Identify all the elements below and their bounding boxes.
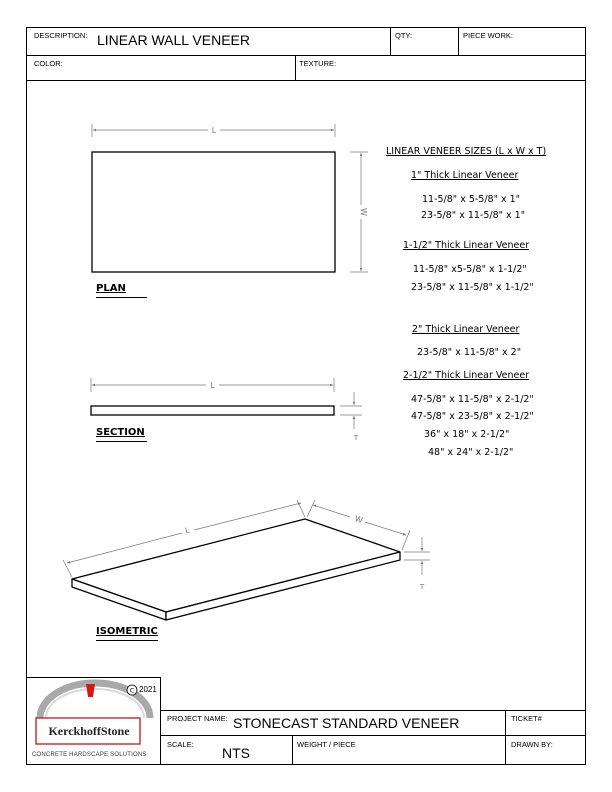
description-label: DESCRIPTION: [34, 31, 88, 40]
plan-l-label: L [211, 126, 217, 135]
group-4-heading: 2-1/2" Thick Linear Veneer [403, 370, 530, 381]
copyright-symbol-glyph: C [129, 686, 135, 695]
group-2-heading: 1-1/2" Thick Linear Veneer [403, 240, 530, 251]
color-label: COLOR: [34, 59, 63, 68]
plan-w-label: W [359, 208, 368, 216]
drawn-by-label: DRAWN BY: [511, 740, 553, 749]
description-value: LINEAR WALL VENEER [97, 32, 251, 48]
iso-l-label: L [184, 525, 191, 536]
group-3-item-1: 23-5/8" x 11-5/8" x 2" [417, 347, 522, 358]
weight-label: WEIGHT / PIECE [297, 740, 356, 749]
group-1-item-1: 11-5/8" x 5-5/8" x 1" [422, 194, 521, 205]
scale-value: NTS [222, 745, 250, 761]
texture-label: TEXTURE: [299, 59, 337, 68]
group-4-item-4: 48" x 24" x 2-1/2" [428, 447, 514, 458]
plan-label: PLAN [96, 283, 126, 294]
copyright-year: 2021 [139, 685, 157, 694]
group-2-item-1: 11-5/8" x5-5/8" x 1-1/2" [413, 264, 527, 275]
group-1-item-2: 23-5/8" x 11-5/8" x 1" [421, 210, 526, 221]
sizes-title: LINEAR VENEER SIZES (L x W x T) [386, 146, 547, 157]
group-4-item-2: 47-5/8" x 23-5/8" x 2-1/2" [411, 411, 534, 422]
logo-tagline: CONCRETE HARDSCAPE SOLUTIONS [32, 752, 147, 758]
section-l-label: L [210, 381, 215, 390]
qty-label: QTY: [395, 31, 413, 40]
group-2-item-2: 23-5/8" x 11-5/8" x 1-1/2" [411, 282, 534, 293]
piece-work-label: PIECE WORK: [463, 31, 514, 40]
section-t-label: T [353, 434, 359, 442]
logo-keystone [86, 684, 95, 697]
logo-brand-name: KerckhoffStone [48, 724, 130, 738]
group-1-heading: 1" Thick Linear Veneer [411, 170, 519, 181]
group-4-item-1: 47-5/8" x 11-5/8" x 2-1/2" [411, 394, 534, 405]
project-name-label: PROJECT NAME: [167, 714, 228, 723]
scale-label: SCALE: [167, 740, 194, 749]
ticket-label: TICKET# [511, 714, 542, 723]
iso-w-label: W [353, 514, 364, 526]
project-name-value: STONECAST STANDARD VENEER [233, 715, 460, 731]
group-3-heading: 2" Thick Linear Veneer [412, 324, 520, 335]
group-4-item-3: 36" x 18" x 2-1/2" [424, 429, 510, 440]
isometric-label: ISOMETRIC [96, 626, 158, 637]
section-label: SECTION [96, 427, 145, 438]
iso-t-label: T [419, 583, 425, 591]
